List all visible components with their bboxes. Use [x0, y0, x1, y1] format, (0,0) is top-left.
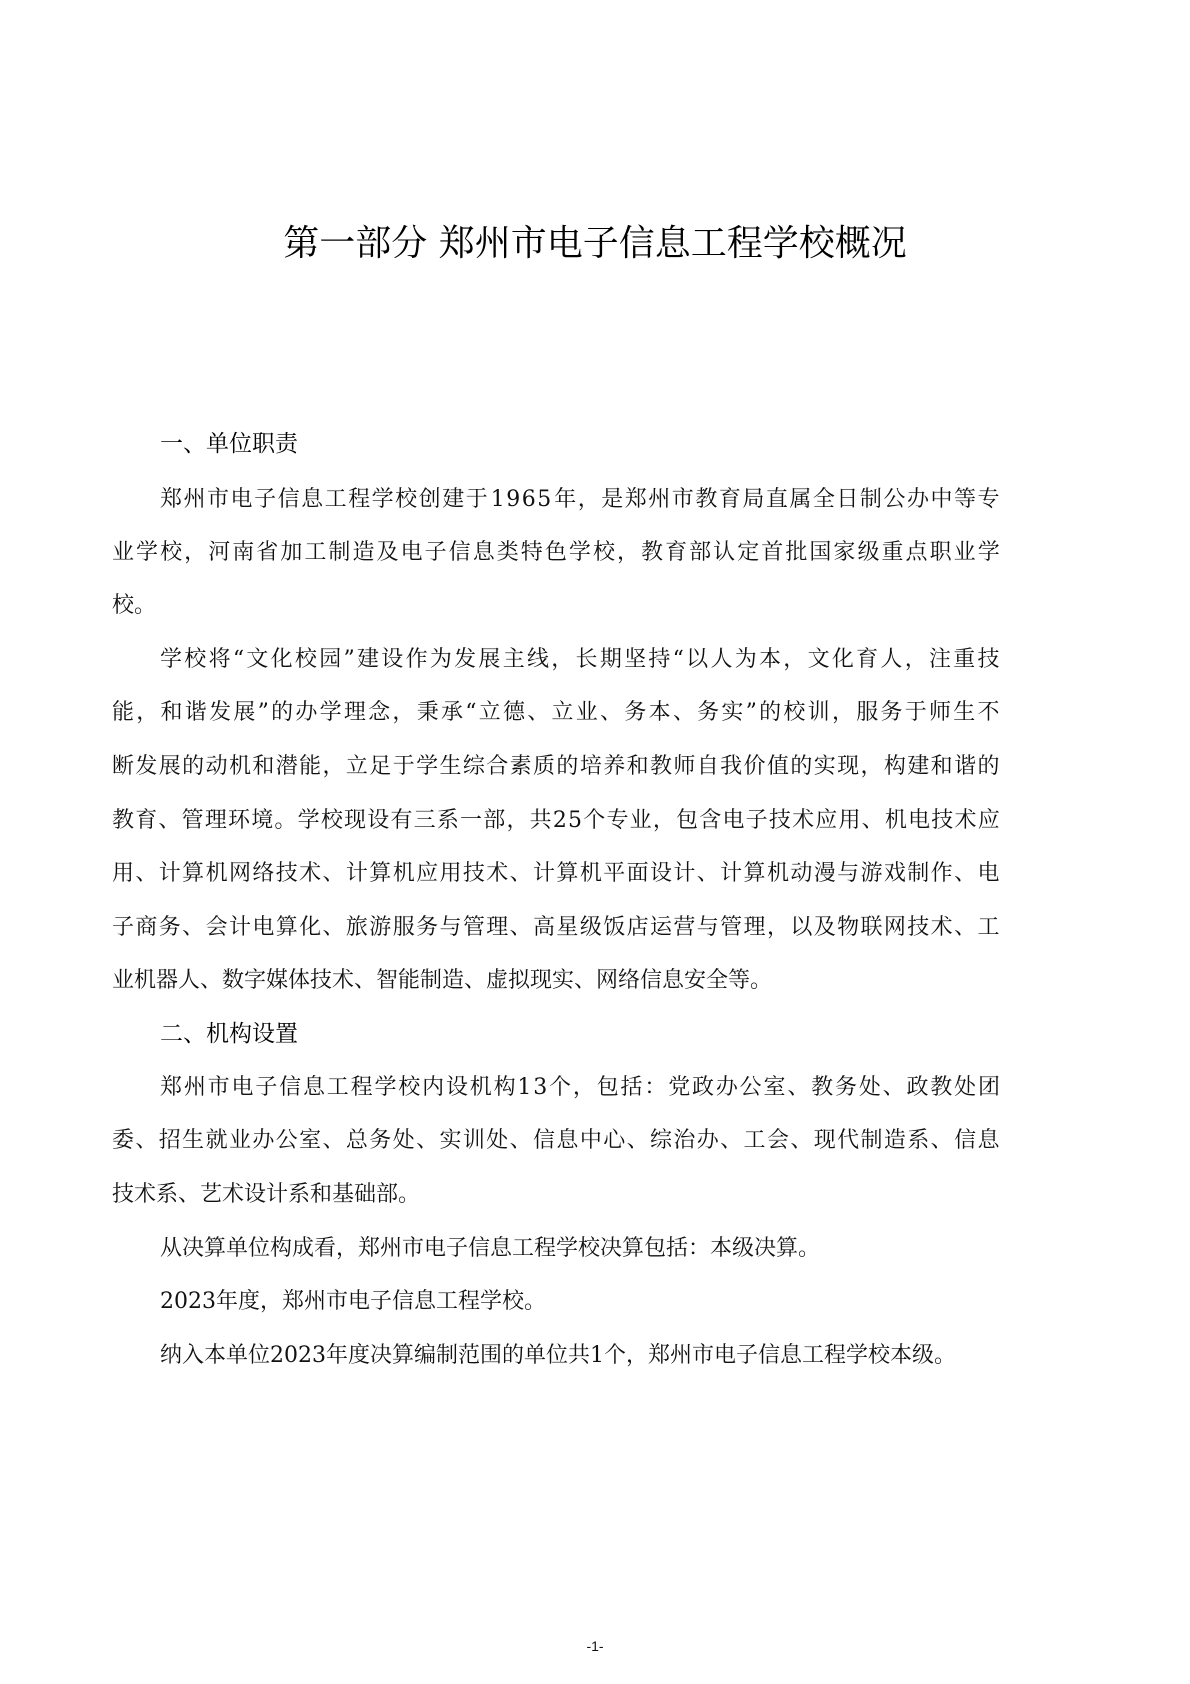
text-line: 教 育 、 管 理 环 境 。 学 校 现 设 有 三 系 一 部 ， 共 2 5 个 专 业 ， 包 含 电 子 技 术 应 用 、 机 电 技 术 应	[112, 808, 1000, 833]
text-line: 技术系、艺术设计系和基础部。	[112, 1182, 421, 1207]
text-line: 学 校 将 “ 文 化 校 园 ” 建 设 作 为 发 展 主 线 ， 长 期 坚 持 “ 以 人 为 本 ， 文 化 育 人 ， 注 重 技	[160, 647, 1000, 672]
text-line: 断 发 展 的 动 机 和 潜 能 ， 立 足 于 学 生 综 合 素 质 的 培 养 和 教 师 自 我 价 值 的 实 现 ， 构 建 和 谐 的	[112, 754, 1000, 779]
text-line: 子 商 务 、 会 计 电 算 化 、 旅 游 服 务 与 管 理 、 高 星 级 饭 店 运 营 与 管 理 ， 以 及 物 联 网 技 术 、 工	[112, 915, 1000, 940]
page-title: 第一部分 郑州市电子信息工程学校概况	[283, 223, 907, 264]
text-line: 能 ， 和 谐 发 展 ” 的 办 学 理 念 ， 秉 承 “ 立 德 、 立 业 、 务 本 、 务 实 ” 的 校 训 ， 服 务 于 师 生 不	[112, 700, 1000, 725]
text-line: 郑 州 市 电 子 信 息 工 程 学 校 创 建 于 1 9 6 5 年 ， 是 郑 州 市 教 育 局 直 属 全 日 制 公 办 中 等 专	[160, 487, 1000, 512]
text-line: 业机器人、数字媒体技术、智能制造、虚拟现实、网络信息安全等。	[112, 968, 773, 993]
paragraph-budget-composition: 从决算单位构成看，郑州市电子信息工程学校决算包括：本级决算。	[160, 1236, 821, 1261]
text-line: 用 、 计 算 机 网 络 技 术 、 计 算 机 应 用 技 术 、 计 算 机 平 面 设 计 、 计 算 机 动 漫 与 游 戏 制 作 、 电	[112, 861, 1000, 886]
page-number: -1-	[586, 1638, 604, 1654]
section-heading-structure: 二、机构设置	[160, 1021, 298, 1047]
text-line: 委 、 招 生 就 业 办 公 室 、 总 务 处 、 实 训 处 、 信 息 中 心 、 综 治 办 、 工 会 、 现 代 制 造 系 、 信 息	[112, 1128, 1000, 1153]
text-line: 校。	[112, 593, 157, 618]
paragraph-year: 2023年度，郑州市电子信息工程学校。	[160, 1289, 546, 1314]
text-line: 郑 州 市 电 子 信 息 工 程 学 校 内 设 机 构 1 3 个 ， 包 括 ： 党 政 办 公 室 、 教 务 处 、 政 教 处 团	[160, 1075, 1000, 1100]
paragraph-scope: 纳入本单位2023年度决算编制范围的单位共1个，郑州市电子信息工程学校本级。	[160, 1343, 956, 1368]
text-line: 业 学 校 ， 河 南 省 加 工 制 造 及 电 子 信 息 类 特 色 学 校 ， 教 育 部 认 定 首 批 国 家 级 重 点 职 业 学	[112, 540, 1000, 565]
section-heading-duties: 一、单位职责	[160, 431, 298, 457]
